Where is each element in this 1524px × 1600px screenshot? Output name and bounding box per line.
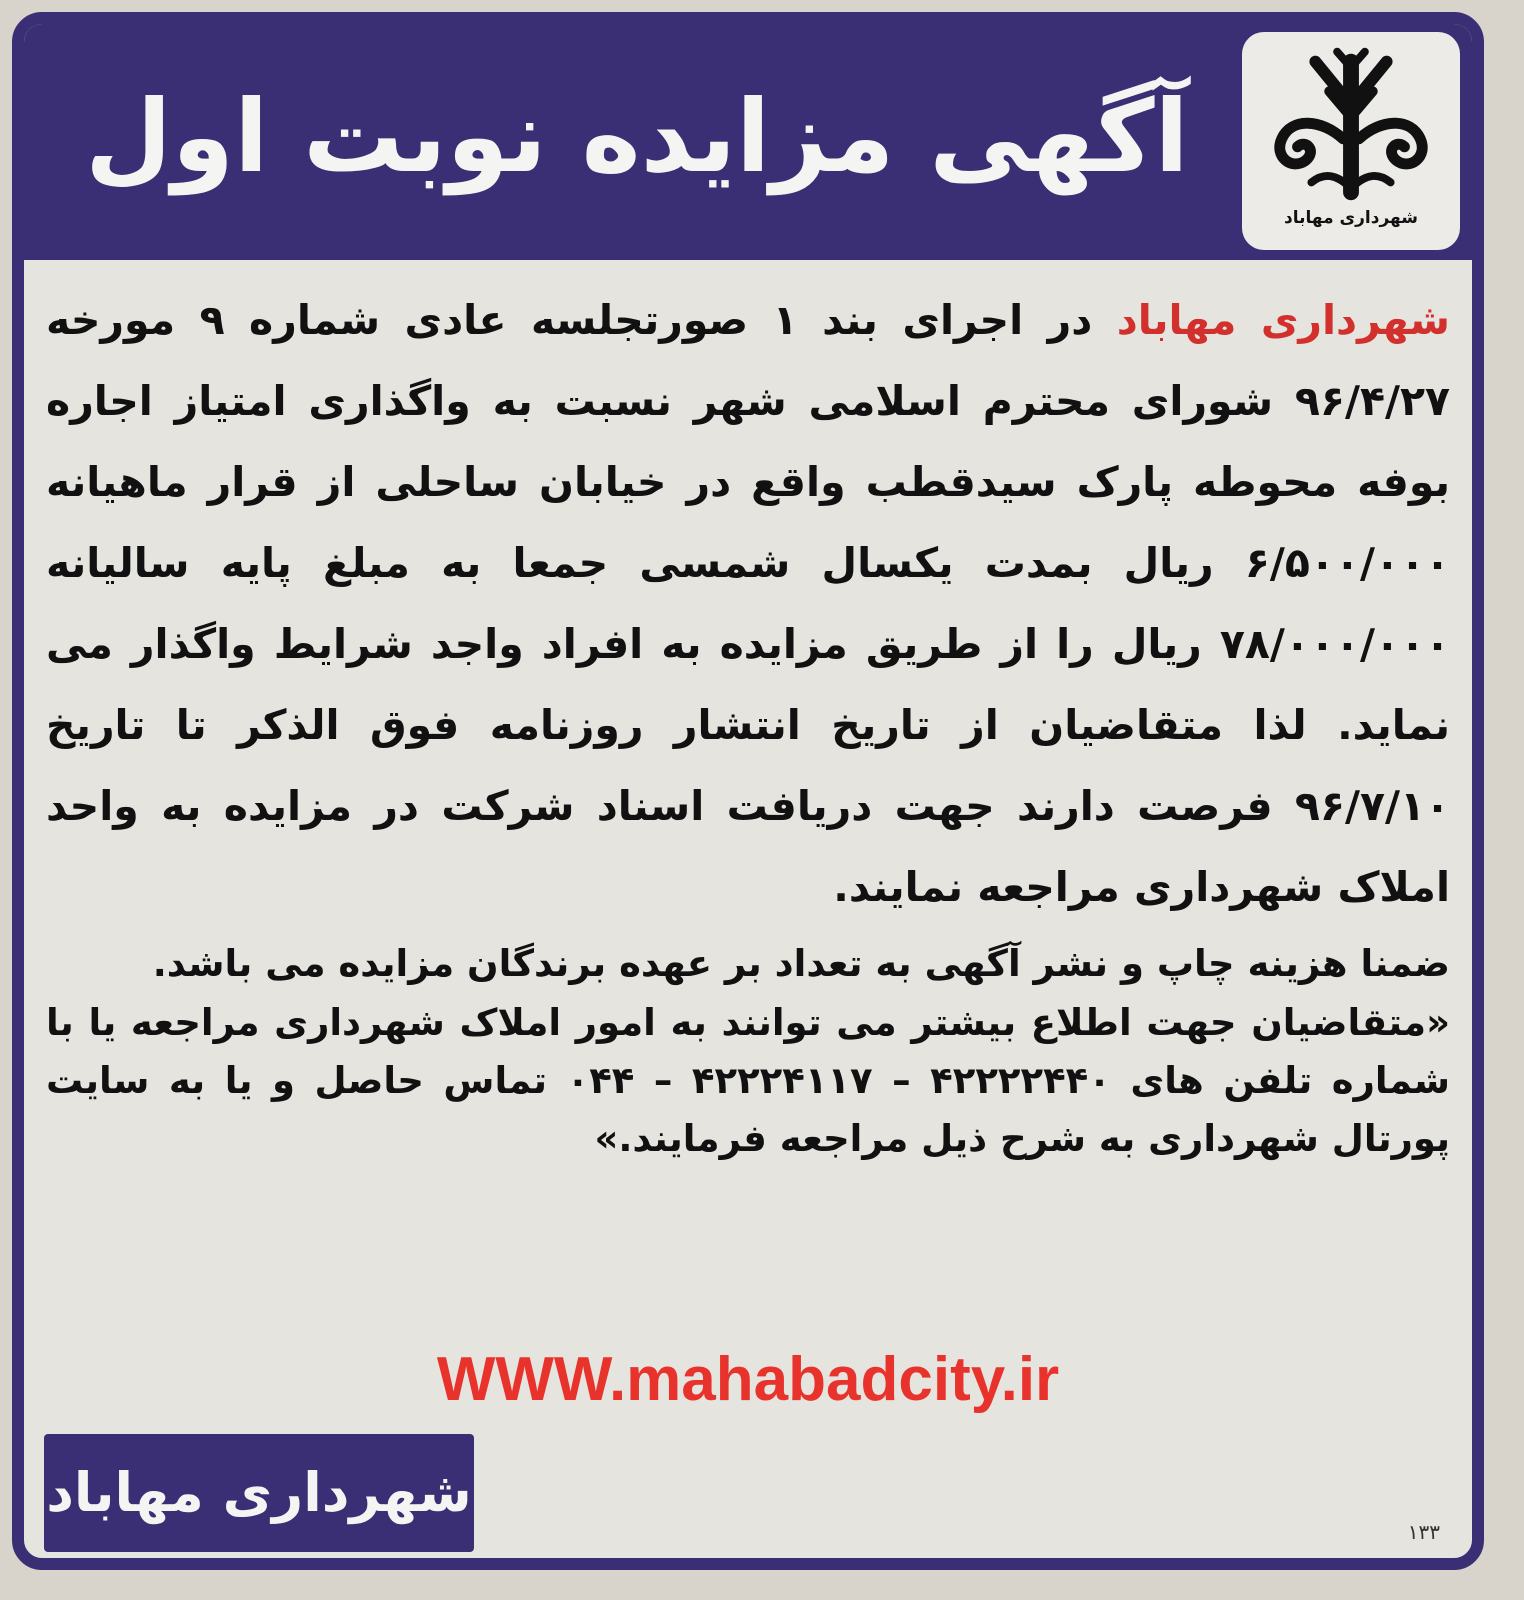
contact-paragraph: «متقاضیان جهت اطلاع بیشتر می توانند به امور املاک شهرداری مراجعه یا با شماره تلفن های ۴۲۲۲۲۴۴۰ – ۴۲۲۲۴۱۱۷ – ۰۴۴ تماس حاصل و یا به سایت پورتال شهرداری به شرح ذیل مراجعه فرمایند.» xyxy=(46,1001,1451,1160)
ad-frame xyxy=(12,12,1484,1570)
website-link[interactable]: WWW.mahabadcity.ir xyxy=(436,1345,1060,1414)
ad-title: آگهی مزایده نوبت اول xyxy=(85,78,1189,195)
ad-header xyxy=(24,24,1472,260)
municipality-logo xyxy=(1242,32,1460,250)
logo-caption: شهرداری مهاباد xyxy=(1284,208,1418,228)
page-number: ۱۳۳ xyxy=(1407,1520,1440,1544)
main-paragraph xyxy=(46,280,1450,928)
ad-body xyxy=(46,280,1450,1168)
municipality-name-highlight: شهرداری مهاباد xyxy=(1116,296,1450,344)
cost-paragraph: ضمنا هزینه چاپ و نشر آگهی به تعداد بر عهده برندگان مزایده می باشد. xyxy=(152,942,1450,985)
main-paragraph-text: در اجرای بند ۱ صورتجلسه عادی شماره ۹ مورخه ۹۶/۴/۲۷ شورای محترم اسلامی شهر نسبت به واگذاری امتیاز اجاره بوفه محوطه پارک سیدقطب واقع در خیابان ساحلی از قرار ماهیانه ۶/۵۰۰/۰۰۰ ریال بمدت یکسال شمسی جمعا به مبلغ پایه سالیانه ۷۸/۰۰۰/۰۰۰ ریال را از طریق مزایده به افراد واجد شرایط واگذار می نماید. لذا متقاضیان از تاریخ انتشار روزنامه فوق الذکر تا تاریخ ۹۶/۷/۱۰ فرصت دارند جهت دریافت اسناد شرکت در مزایده به واحد املاک شهرداری مراجعه نمایند. xyxy=(46,296,1450,911)
signature-box xyxy=(44,1434,474,1552)
mahabad-municipality-logo-icon xyxy=(1252,42,1450,204)
signature-text: شهرداری مهاباد xyxy=(46,1461,472,1524)
